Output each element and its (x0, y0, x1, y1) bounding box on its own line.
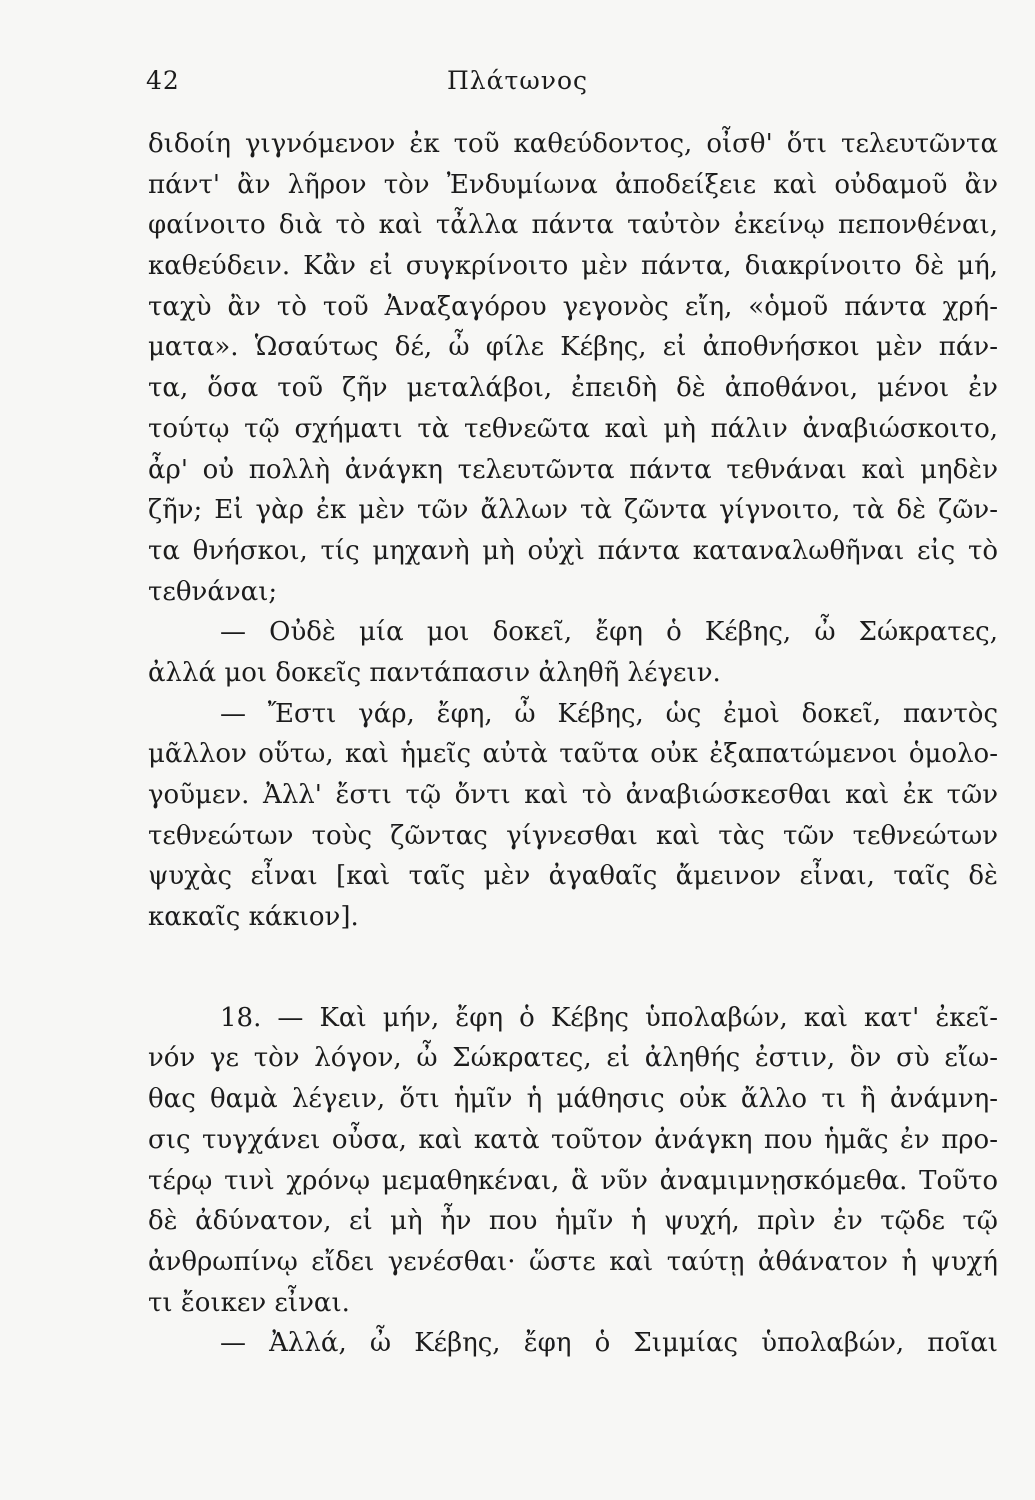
text-line: μᾶλλον οὕτω, καὶ ἡμεῖς αὐτὰ ταῦτα οὐκ ἐξαπατώμενοι ὁμολο- (148, 739, 998, 770)
text-line: θας θαμὰ λέγειν, ὅτι ἡμῖν ἡ μάθησις οὐκ ἄλλο τι ἢ ἀνάμνη- (148, 1084, 998, 1115)
paragraph-4 (148, 998, 998, 1324)
text-line: σις τυγχάνει οὖσα, καὶ κατὰ τοῦτον ἀνάγκη που ἡμᾶς ἐν προ- (148, 1124, 998, 1155)
text-line: ἀνθρωπίνῳ εἴδει γενέσθαι· ὥστε καὶ ταύτῃ ἀθάνατον ἡ ψυχή (148, 1246, 998, 1277)
text-line: τεθνάναι; (148, 576, 278, 607)
text-line: — Ἔστι γάρ, ἔφη, ὦ Κέβης, ὡς ἐμοὶ δοκεῖ, παντὸς (220, 698, 998, 729)
text-line: τι ἔοικεν εἶναι. (148, 1287, 350, 1318)
text-line: πάντ' ἂν λῆρον τὸν Ἐνδυμίωνα ἀποδείξειε καὶ οὐδαμοῦ ἂν (148, 169, 998, 200)
text-line: ταχὺ ἂν τὸ τοῦ Ἀναξαγόρου γεγονὸς εἴη, «ὁμοῦ πάντα χρή- (148, 291, 998, 322)
section-gap (148, 938, 998, 998)
page-number: 42 (146, 66, 180, 95)
text-line: 18. — Καὶ μήν, ἔφη ὁ Κέβης ὑπολαβών, καὶ κατ' ἐκεῖ- (220, 1002, 998, 1033)
text-line: ἀλλά μοι δοκεῖς παντάπασιν ἀληθῆ λέγειν. (148, 657, 721, 688)
text-line: ματα». Ὡσαύτως δέ, ὦ φίλε Κέβης, εἰ ἀποθνήσκοι μὲν πάν- (148, 332, 998, 363)
running-title: Πλάτωνος (447, 66, 588, 95)
text-line: τα θνήσκοι, τίς μηχανὴ μὴ οὐχὶ πάντα καταναλωθῆναι εἰς τὸ (148, 535, 998, 566)
text-line: — Οὐδὲ μία μοι δοκεῖ, ἔφη ὁ Κέβης, ὦ Σώκρατες, (220, 617, 998, 648)
text-line: δὲ ἀδύνατον, εἰ μὴ ἦν που ἡμῖν ἡ ψυχή, πρὶν ἐν τῷδε τῷ (148, 1206, 998, 1237)
text-line: νόν γε τὸν λόγον, ὦ Σώκρατες, εἰ ἀληθής ἐστιν, ὃν σὺ εἴω- (148, 1043, 998, 1074)
body-text (148, 124, 998, 1364)
text-line: τα, ὅσα τοῦ ζῆν μεταλάβοι, ἐπειδὴ δὲ ἀποθάνοι, μένοι ἐν (148, 373, 998, 404)
paragraph-1 (148, 124, 998, 612)
text-line: φαίνοιτο διὰ τὸ καὶ τἆλλα πάντα ταὐτὸν ἐκείνῳ πεπονθέναι, (148, 210, 998, 241)
text-line: ἆρ' οὐ πολλὴ ἀνάγκη τελευτῶντα πάντα τεθνάναι καὶ μηδὲν (148, 454, 998, 485)
text-line: τέρῳ τινὶ χρόνῳ μεμαθηκέναι, ἃ νῦν ἀναμιμνῃσκόμεθα. Τοῦτο (148, 1165, 998, 1196)
text-line: τεθνεώτων τοὺς ζῶντας γίγνεσθαι καὶ τὰς τῶν τεθνεώτων (148, 820, 998, 851)
text-line: ψυχὰς εἶναι [καὶ ταῖς μὲν ἀγαθαῖς ἄμεινον εἶναι, ταῖς δὲ (148, 861, 998, 892)
text-line: διδοίη γιγνόμενον ἐκ τοῦ καθεύδοντος, οἶσθ' ὅτι τελευτῶντα (148, 129, 998, 159)
text-line: ζῆν; Εἰ γὰρ ἐκ μὲν τῶν ἄλλων τὰ ζῶντα γίγνοιτο, τὰ δὲ ζῶν- (148, 495, 998, 526)
paragraph-2 (148, 612, 998, 693)
running-head (0, 66, 1035, 106)
paragraph-3 (148, 694, 998, 938)
text-line: γοῦμεν. Ἀλλ' ἔστι τῷ ὄντι καὶ τὸ ἀναβιώσκεσθαι καὶ ἐκ τῶν (148, 780, 998, 810)
text-line: τούτῳ τῷ σχήματι τὰ τεθνεῶτα καὶ μὴ πάλιν ἀναβιώσκοιτο, (148, 413, 998, 444)
paragraph-5 (148, 1323, 998, 1364)
text-line: καθεύδειν. Κἂν εἰ συγκρίνοιτο μὲν πάντα, διακρίνοιτο δὲ μή, (148, 251, 998, 282)
text-line: — Ἀλλά, ὦ Κέβης, ἔφη ὁ Σιμμίας ὑπολαβών, ποῖαι (220, 1328, 998, 1359)
text-line: κακαῖς κάκιον]. (148, 902, 359, 933)
